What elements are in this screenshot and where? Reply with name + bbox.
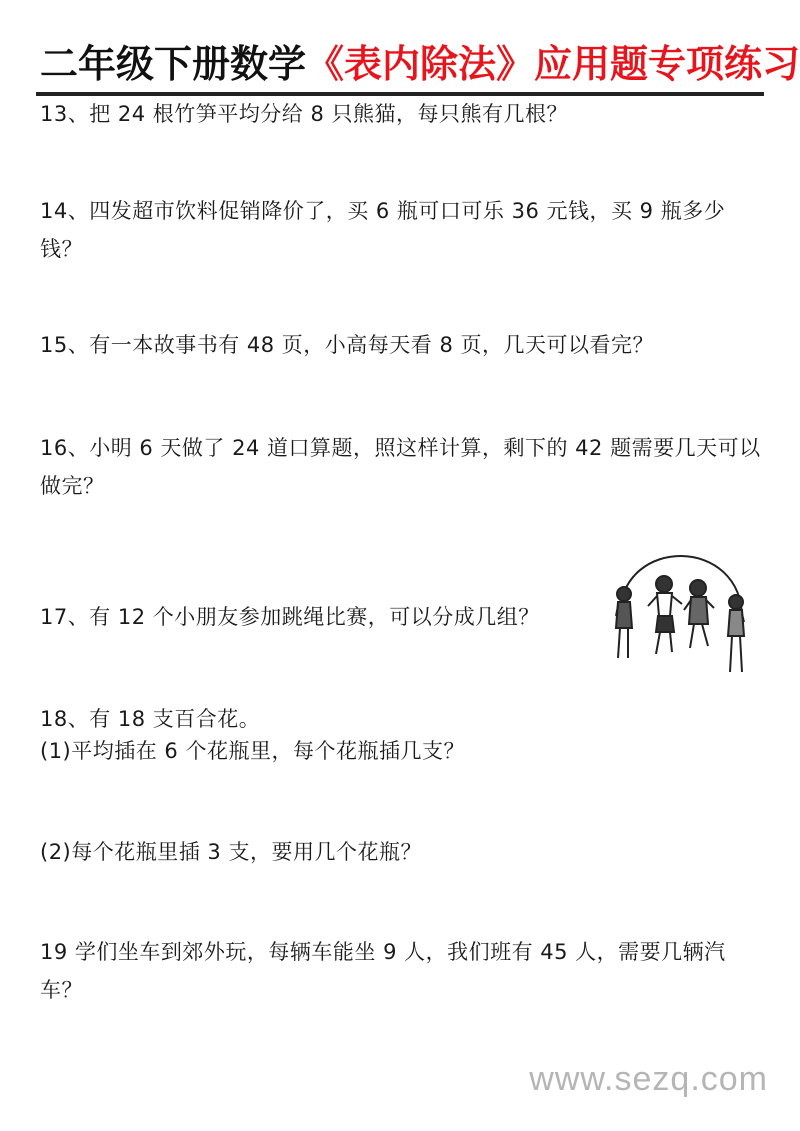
question-13: 13、把 24 根竹笋平均分给 8 只熊猫，每只熊有几根？ [40,102,569,126]
question-18: 18、有 18 支百合花。 [40,707,261,731]
page-title [40,38,800,90]
title-topic: 《表内除法》应用题专项练习 [306,41,800,86]
question-18-part-1: (1)平均插在 6 个花瓶里，每个花瓶插几支？ [40,739,465,763]
site-watermark: www.sezq.com [529,1060,768,1098]
question-14: 14、四发超市饮料促销降价了，买 6 瓶可口可乐 36 元钱，买 9 瓶多少钱？ [40,199,726,261]
question-18-part-2: (2)每个花瓶里插 3 支，要用几个花瓶？ [40,840,422,864]
question-15: 15、有一本故事书有 48 页，小高每天看 8 页，几天可以看完？ [40,333,655,357]
title-grade: 二年级下册数学 [40,41,307,86]
question-17: 17、有 12 个小朋友参加跳绳比赛，可以分成几组？ [40,605,540,629]
question-16: 16、小明 6 天做了 24 道口算题，照这样计算，剩下的 42 题需要几天可以做完？ [40,436,761,498]
jump-rope-illustration [602,536,762,686]
question-19: 19 学们坐车到郊外玩，每辆车能坐 9 人，我们班有 45 人，需要几辆汽车？ [40,940,726,1002]
